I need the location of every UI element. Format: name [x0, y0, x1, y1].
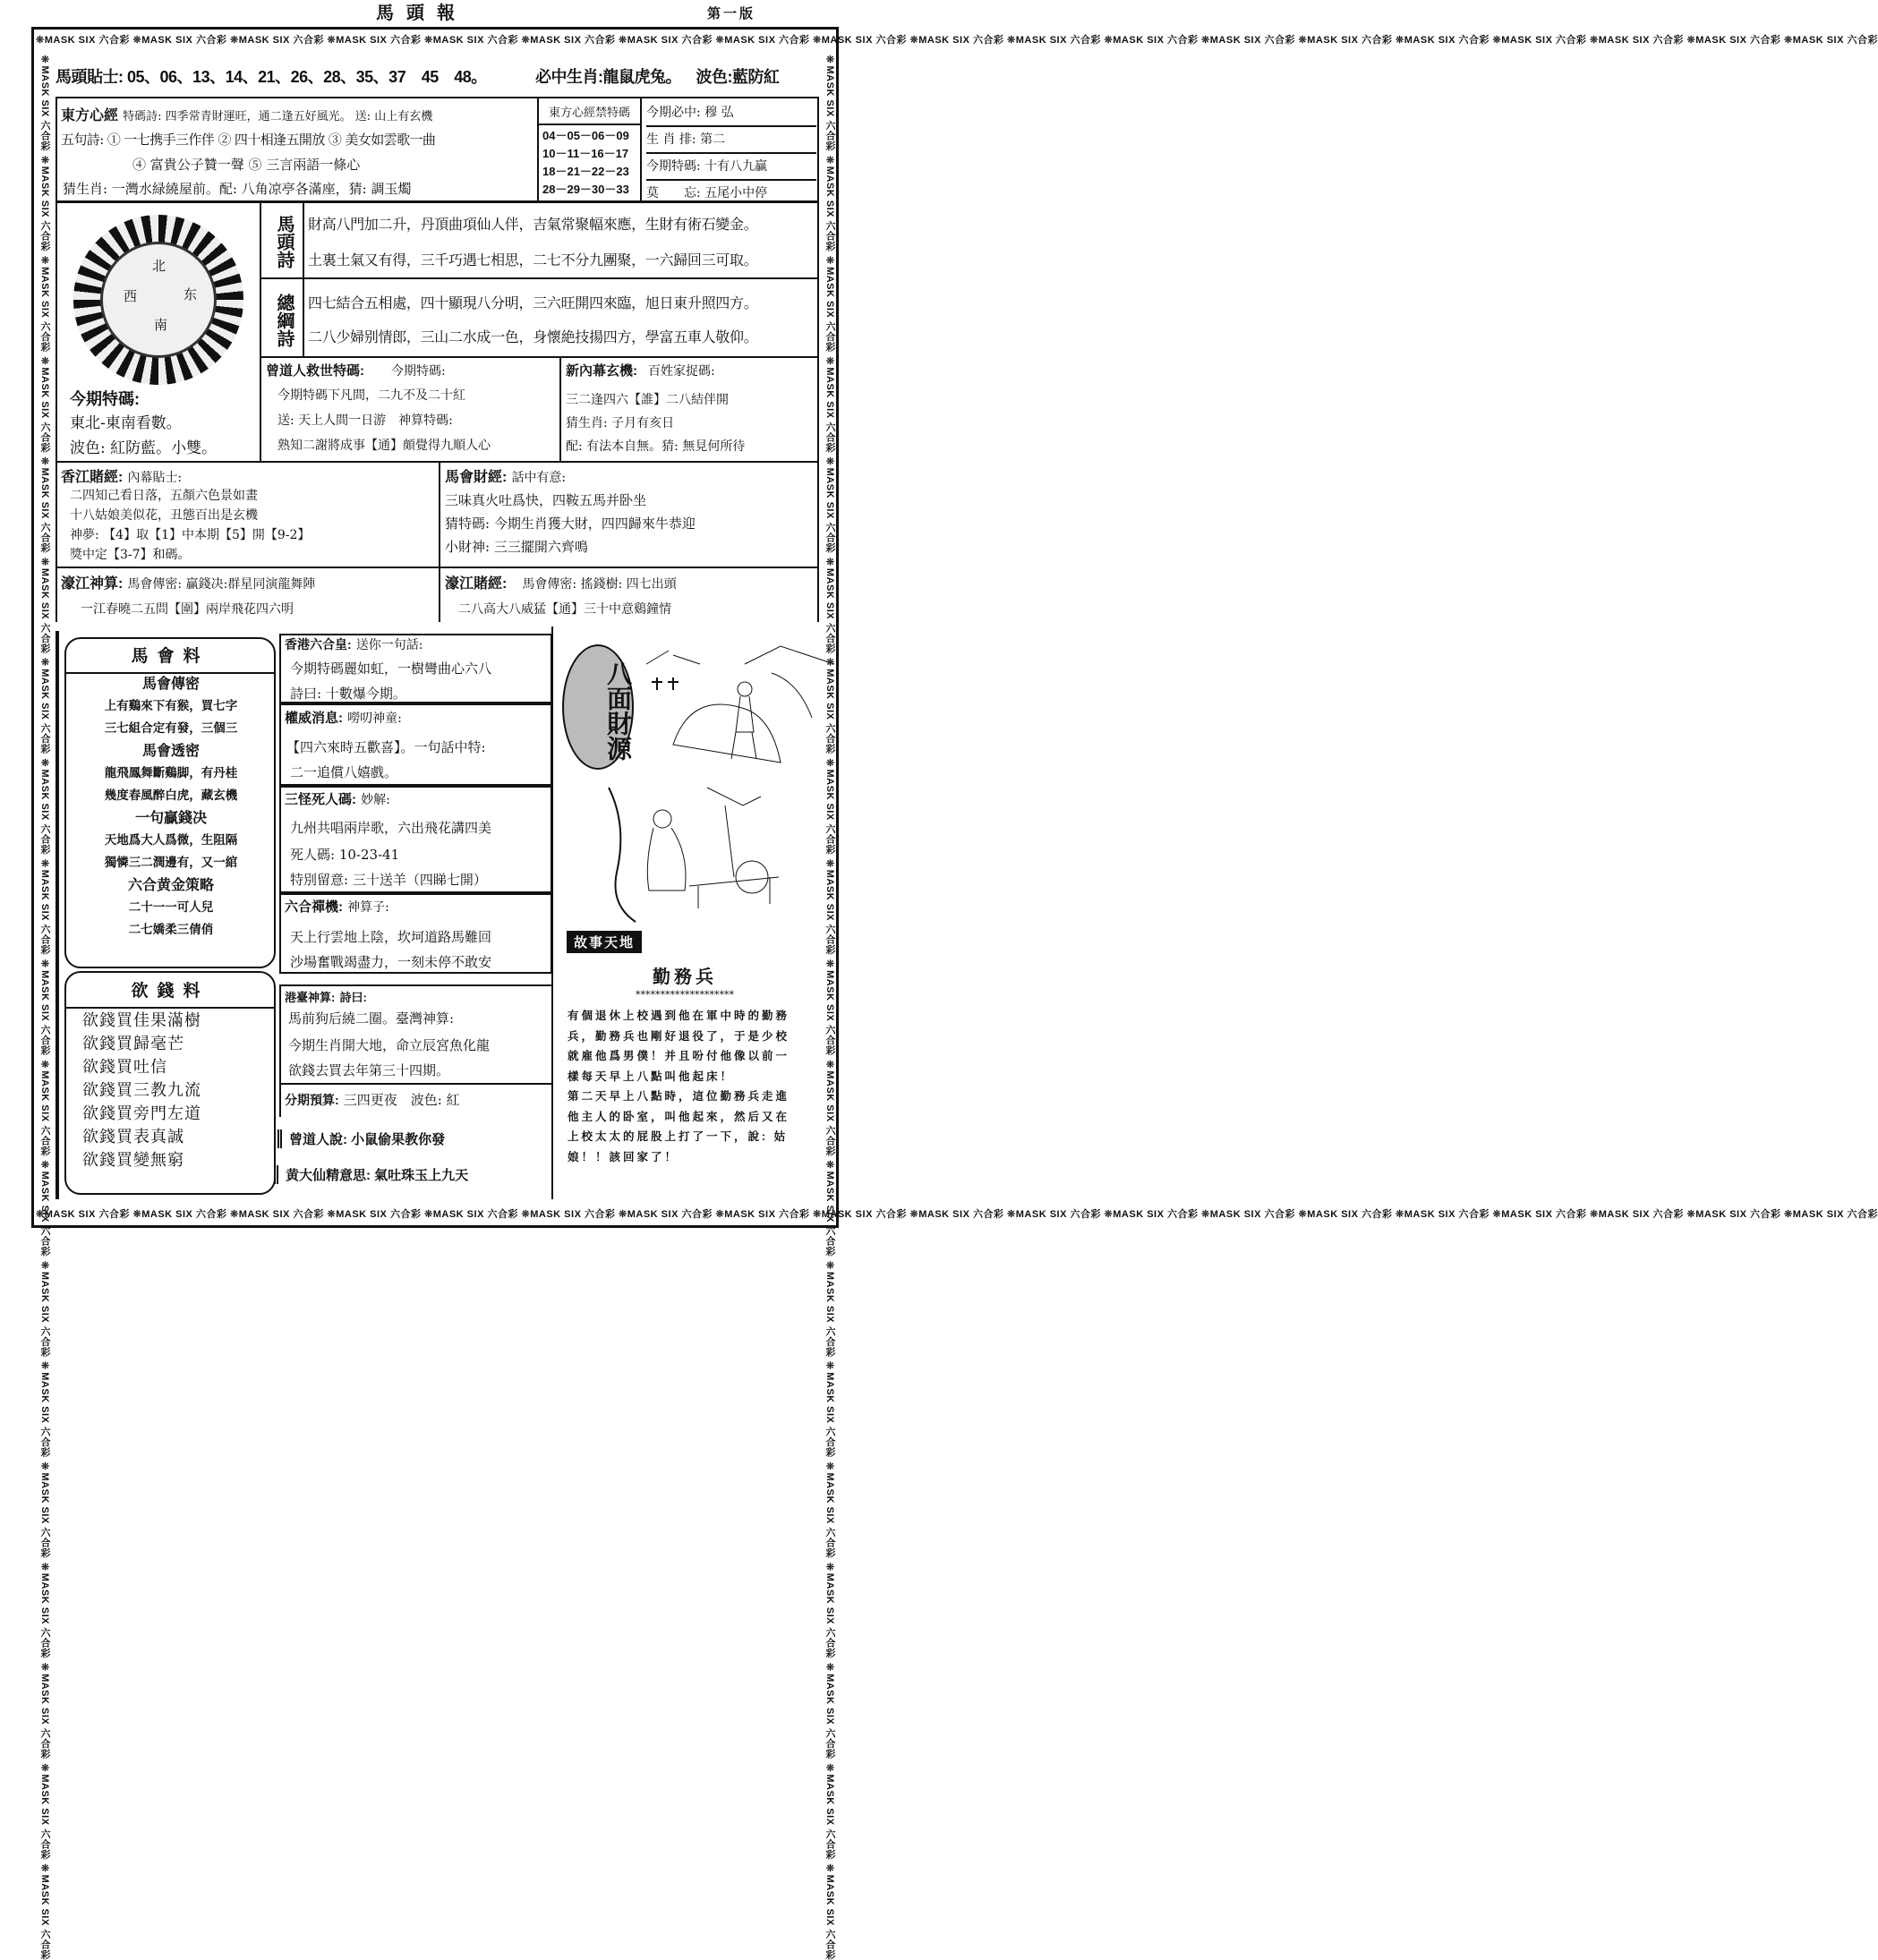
- compass-north: 北: [152, 258, 166, 274]
- yuqian-list: [82, 1010, 201, 1172]
- illustration-woman-icon: [573, 779, 815, 922]
- side-info-value: 十有八九贏: [704, 159, 768, 174]
- fenqi-title: 分期預算:: [285, 1093, 339, 1107]
- mid-line: 【四六來時五歡喜】。一句話中特:: [286, 739, 486, 755]
- zodiac-value: 龍鼠虎兔。: [602, 68, 681, 86]
- edition-label: 第一版: [707, 6, 756, 21]
- mid-sub: 嘮叨神童:: [347, 712, 402, 726]
- story-line: 有個退休上校遇到他在軍中時的勤務: [568, 1010, 790, 1022]
- tips-numbers: 05、06、13、14、21、26、28、35、37 45 48。: [127, 68, 487, 86]
- mid-line: 特別留意: 三十送羊（四睇七開）: [290, 872, 487, 888]
- zodiac-label: 必中生肖:: [535, 68, 603, 86]
- xiangjiang-title: 香江賭經:: [61, 470, 124, 485]
- story-line: 上校太太的屁股上打了一下，說: 姑: [568, 1130, 789, 1143]
- mid-line: 二一追償八嬉戲。: [290, 764, 398, 780]
- haojiang-du-sub: 馬會傳密: 搖錢樹: 四七出頭: [522, 577, 677, 592]
- general-poem-line: 二八少婦别情郎，三山二水成一色，身懷絶技揚四方，學富五車人敬仰。: [308, 328, 758, 345]
- neimu-line: 三二逢四六【誰】二八結伴開: [566, 393, 729, 407]
- compass-west: 西: [124, 288, 138, 304]
- zengdao-sub: 今期特碼:: [391, 364, 446, 379]
- mahui-cai-line: 小財神: 三三擺開六齊鳴: [445, 539, 588, 555]
- story-title: 勤務兵: [653, 967, 717, 987]
- dongfang-line1: [61, 104, 432, 124]
- yuqian-item: 欲錢買變無窮: [82, 1151, 184, 1170]
- story-line: 第二天早上八點時，這位勤務兵走進: [568, 1090, 790, 1103]
- section-line: 上有鷄來下有猴，買七字: [104, 699, 238, 713]
- yuqian-item: 欲錢買表真誠: [82, 1128, 184, 1146]
- section-line: 天地爲大人爲微，生阻隔: [104, 833, 238, 848]
- compass-south: 南: [154, 317, 168, 333]
- haojiang-shen-sub: 馬會傳密: 贏錢决:群星同演龍舞陣: [127, 577, 316, 592]
- border-band-left: ❊MASK SIX 六合彩 ❊MASK SIX 六合彩 ❊MASK SIX 六合彩 ❊MASK SIX 六合彩 ❊MASK SIX 六合彩 ❊MASK SIX 六合彩 ❊MASK SIX 六合彩 ❊MASK SIX 六合彩 ❊MASK SIX 六合彩 ❊MASK SIX 六合彩 ❊MASK SIX 六合彩 ❊MASK SIX 六合彩 ❊MASK SIX 六合彩 ❊MASK SIX 六合彩 ❊MASK SIX 六合彩 ❊MASK SIX 六合彩 ❊MASK SIX 六合彩 ❊MASK SIX 六合彩 ❊MASK SIX 六合彩: [39, 54, 50, 1960]
- yuqian-item: 欲錢買旁門左道: [82, 1104, 201, 1123]
- mid-line: 詩曰: 十數爆今期。: [290, 686, 406, 702]
- yuqian-item: 欲錢買佳果滿樹: [82, 1011, 201, 1030]
- side-info-label: 今期特碼:: [646, 159, 701, 174]
- border-band-right: ❊MASK SIX 六合彩 ❊MASK SIX 六合彩 ❊MASK SIX 六合彩 ❊MASK SIX 六合彩 ❊MASK SIX 六合彩 ❊MASK SIX 六合彩 ❊MASK SIX 六合彩 ❊MASK SIX 六合彩 ❊MASK SIX 六合彩 ❊MASK SIX 六合彩 ❊MASK SIX 六合彩 ❊MASK SIX 六合彩 ❊MASK SIX 六合彩 ❊MASK SIX 六合彩 ❊MASK SIX 六合彩 ❊MASK SIX 六合彩 ❊MASK SIX 六合彩 ❊MASK SIX 六合彩 ❊MASK SIX 六合彩: [824, 54, 835, 1960]
- dongfang-poem: 特碼詩: 四季常青財運旺，通二逢五好風光。 送: 山上有玄機: [123, 110, 433, 124]
- color-value: 藍防紅: [732, 68, 780, 86]
- general-poem-line: 四七結合五相處，四十顯現八分明，三六旺開四來臨，旭日東升照四方。: [308, 294, 758, 311]
- tips-row: [55, 64, 487, 88]
- section-line: 二七嬌柔三倩俏: [128, 923, 214, 937]
- section-title: 六合黄金策略: [127, 878, 214, 893]
- mahui-liao-header: 馬會料: [64, 643, 276, 674]
- xiangjiang-line: 神夢: 【4】取【1】中本期【5】開【9-2】: [70, 528, 311, 542]
- mid-line: 馬前狗后繞二圈。臺灣神算:: [288, 1010, 455, 1027]
- side-info-value: 五尾小中停: [704, 186, 768, 200]
- xiangjiang-line: 獎中定【3-7】和碼。: [70, 548, 191, 562]
- forbidden-title: 東方心經禁特碼: [537, 103, 642, 125]
- side-info-list: [646, 100, 816, 206]
- mid-sub: 神算子:: [347, 900, 389, 915]
- forbidden-row: 28－29－30－33: [542, 183, 629, 196]
- mahui-cai-title: 馬會財經:: [445, 470, 508, 485]
- side-info-label: 今期必中:: [646, 106, 701, 120]
- side-info-item: [646, 100, 816, 127]
- zengdao-line: 熟知二謝將成事【通】頗覺得九順人心: [277, 439, 491, 453]
- mid-sub: 詩曰:: [339, 991, 367, 1004]
- masthead-title: 馬頭報: [376, 4, 467, 23]
- xiangjiang-lines: [70, 486, 310, 565]
- forbidden-list: [542, 127, 629, 199]
- side-info-value: 第二: [700, 132, 726, 147]
- compass-east: 东: [184, 286, 198, 303]
- forbidden-row: 18－21－22－23: [542, 165, 629, 178]
- fenqi-value: 三四更夜 波色: 紅: [343, 1092, 460, 1108]
- yuqian-item: 欲錢買歸毫芒: [82, 1035, 184, 1053]
- forbidden-row: 04－05－06－09: [542, 129, 629, 142]
- mid-line: 沙場奮戰竭盡力，一刻未停不敢安: [290, 954, 492, 970]
- border-band-top: ❊MASK SIX 六合彩 ❊MASK SIX 六合彩 ❊MASK SIX 六合彩 ❊MASK SIX 六合彩 ❊MASK SIX 六合彩 ❊MASK SIX 六合彩 ❊MASK SIX 六合彩 ❊MASK SIX 六合彩 ❊MASK SIX 六合彩 ❊MASK SIX 六合彩 ❊MASK SIX 六合彩 ❊MASK SIX 六合彩 ❊MASK SIX 六合彩 ❊MASK SIX 六合彩 ❊MASK SIX 六合彩 ❊MASK SIX 六合彩 ❊MASK SIX 六合彩 ❊MASK SIX 六合彩 ❊MASK SIX 六合彩: [36, 35, 1878, 46]
- neimu-line: 配: 有法本自無。猜: 無見何所待: [566, 439, 746, 454]
- right-col-rule: [551, 626, 553, 1199]
- mid-title: 三怪死人碼:: [285, 792, 356, 807]
- five-line1: [61, 130, 435, 149]
- haojiang-shen-title: 濠江神算:: [61, 576, 124, 592]
- story-line: 樣每天早上八點叫他起床！: [568, 1069, 735, 1083]
- mid-line: 欲錢去買去年第三十四期。: [288, 1062, 450, 1078]
- story-body: [568, 1006, 790, 1167]
- mahui-liao-content: [70, 673, 272, 942]
- special-line2: 波色: 紅防藍。小雙。: [70, 439, 218, 457]
- mid-title: 權威消息:: [285, 711, 343, 726]
- five-text-1: ① 一七携手三作伴 ② 四十相逢五開放 ③ 美女如雲歌一曲: [107, 132, 436, 148]
- section-line: 二十一一可人兒: [128, 900, 214, 915]
- story-line: 就雇他爲男僕！并且吩付他像以前一: [568, 1050, 790, 1062]
- illustration-man-icon: [637, 637, 816, 771]
- five-line2: ④ 富貴公子贊一聲 ⑤ 三言兩語一條心: [132, 157, 361, 173]
- horse-poem-line: 財高八門加二升，丹頂曲項仙人伴，吉氣常聚幅來應，生財有術石變金。: [308, 216, 758, 233]
- haojiang-du-line: 二八高大八威猛【通】三十中意鷄鐘情: [458, 602, 671, 617]
- zengdao-line: 送: 天上人間一日游 神算特碼:: [277, 413, 453, 428]
- haojiang-shen-line: 一江春曉二五問【圍】兩岸飛花四六明: [81, 602, 294, 617]
- side-info-label: 生 肖 排:: [646, 132, 696, 147]
- mid-title: 港臺神算:: [285, 991, 336, 1004]
- five-label: 五句詩:: [61, 132, 104, 148]
- story-line: 娘！！該回家了！: [568, 1150, 679, 1163]
- general-poem-label: 總綱詩: [274, 294, 294, 347]
- special-title: 今期特碼:: [70, 390, 140, 408]
- section-line: 三七組合定有發，三個三: [104, 721, 238, 736]
- story-divider: ********************: [636, 989, 734, 1001]
- mahui-cai-lines: [445, 489, 696, 558]
- side-info-item: [646, 154, 816, 181]
- side-info-label: 莫 忘:: [646, 186, 701, 200]
- horse-poem-label: 馬頭詩: [274, 215, 294, 268]
- zengdao-says: 曾道人說: 小鼠偷果教你發: [277, 1129, 445, 1148]
- mid-line: 死人碼: 10-23-41: [290, 847, 400, 863]
- neimu-line: 猜生肖: 子月有亥日: [566, 416, 675, 430]
- haojiang-du-title: 濠江賭經:: [445, 576, 508, 592]
- mid-sub: 送你一句話:: [355, 638, 423, 652]
- story-tag: 故事天地: [567, 931, 642, 953]
- neimu-title: 新內幕玄機:: [566, 363, 637, 379]
- mahui-cai-line: 三味真火吐爲快，四鞍五馬并卧坐: [445, 492, 647, 508]
- zengdao-title: 曾道人救世特碼:: [266, 363, 364, 379]
- left-rule: [55, 631, 59, 1199]
- border-band-bottom: ❊MASK SIX 六合彩 ❊MASK SIX 六合彩 ❊MASK SIX 六合彩 ❊MASK SIX 六合彩 ❊MASK SIX 六合彩 ❊MASK SIX 六合彩 ❊MASK SIX 六合彩 ❊MASK SIX 六合彩 ❊MASK SIX 六合彩 ❊MASK SIX 六合彩 ❊MASK SIX 六合彩 ❊MASK SIX 六合彩 ❊MASK SIX 六合彩 ❊MASK SIX 六合彩 ❊MASK SIX 六合彩 ❊MASK SIX 六合彩 ❊MASK SIX 六合彩 ❊MASK SIX 六合彩 ❊MASK SIX 六合彩: [36, 1209, 1878, 1220]
- mid-sub: 妙解:: [361, 793, 390, 807]
- yuqian-item: 欲錢買吐信: [82, 1058, 167, 1077]
- xiangjiang-line: 十八姑娘美似花，丑態百出是玄機: [70, 508, 258, 523]
- banner-oval: 八面財源: [562, 644, 634, 770]
- mid-title: 六合禪機:: [285, 899, 343, 915]
- mahui-cai-line: 猜特碼: 今期生肖獲大財，四四歸來牛恭迎: [445, 516, 696, 532]
- xiangjiang-line: 二四知己看日落，五顏六色景如畫: [70, 489, 258, 503]
- mid-line: 九州共唱兩岸歌，六出飛花講四美: [290, 820, 492, 836]
- neimu-sub: 百姓家捉碼:: [648, 364, 715, 379]
- section-title: 一句贏錢决: [134, 811, 207, 826]
- story-line: 他主人的卧室，叫他起來，然后又在: [568, 1110, 790, 1123]
- section-title: 馬會傳密: [141, 677, 200, 692]
- huangdaxian-line: 黄大仙精意思: 氣吐珠玉上九天: [274, 1165, 468, 1184]
- yuqian-item: 欲錢買三教九流: [82, 1081, 201, 1100]
- mid-title: 香港六合皇:: [285, 637, 352, 652]
- section-line: 幾度春風醉白虎，藏玄機: [104, 788, 238, 803]
- mid-line: 今期特碼麗如虹，一樹彎曲心六八: [290, 660, 492, 677]
- section-title: 馬會透密: [141, 744, 200, 759]
- yuqian-header: 欲錢料: [64, 977, 276, 1009]
- mahui-cai-sub: 話中有意:: [511, 471, 567, 485]
- horse-poem-line: 土裏土氣又有得，三千巧遇七相思，二七不分九團聚，一六歸回三可取。: [308, 251, 758, 268]
- dongfang-title: 東方心經: [61, 108, 119, 124]
- xiangjiang-sub: 內幕貼士:: [127, 471, 183, 485]
- mid-line: 今期生肖開大地，命立辰宮魚化龍: [288, 1037, 491, 1053]
- color-label: 波色:: [696, 68, 733, 86]
- zodiac-row: [535, 64, 780, 88]
- side-info-item: [646, 127, 816, 154]
- side-info-value: 穆 弘: [704, 106, 734, 120]
- section-line: 龍飛鳳舞斷鷄脚，有丹桂: [104, 766, 238, 780]
- dongfang-guess: 猜生肖: 一灣水緑繞屋前。配: 八角凉亭各滿座，猜: 調玉燭: [63, 181, 412, 197]
- special-line1: 東北-東南看數。: [70, 414, 182, 432]
- section-line: 獨憐三二潤邊有，又一綰: [104, 856, 238, 870]
- forbidden-row: 10－11－16－17: [542, 147, 629, 160]
- story-line: 兵，勤務兵也剛好退役了，于是少校: [568, 1029, 790, 1043]
- mid-line: 天上行雲地上陰，坎坷道路馬難回: [290, 929, 492, 945]
- tips-label: 馬頭貼士:: [55, 68, 124, 86]
- zengdao-line: 今期特碼下凡間，二九不及二十紅: [277, 388, 465, 403]
